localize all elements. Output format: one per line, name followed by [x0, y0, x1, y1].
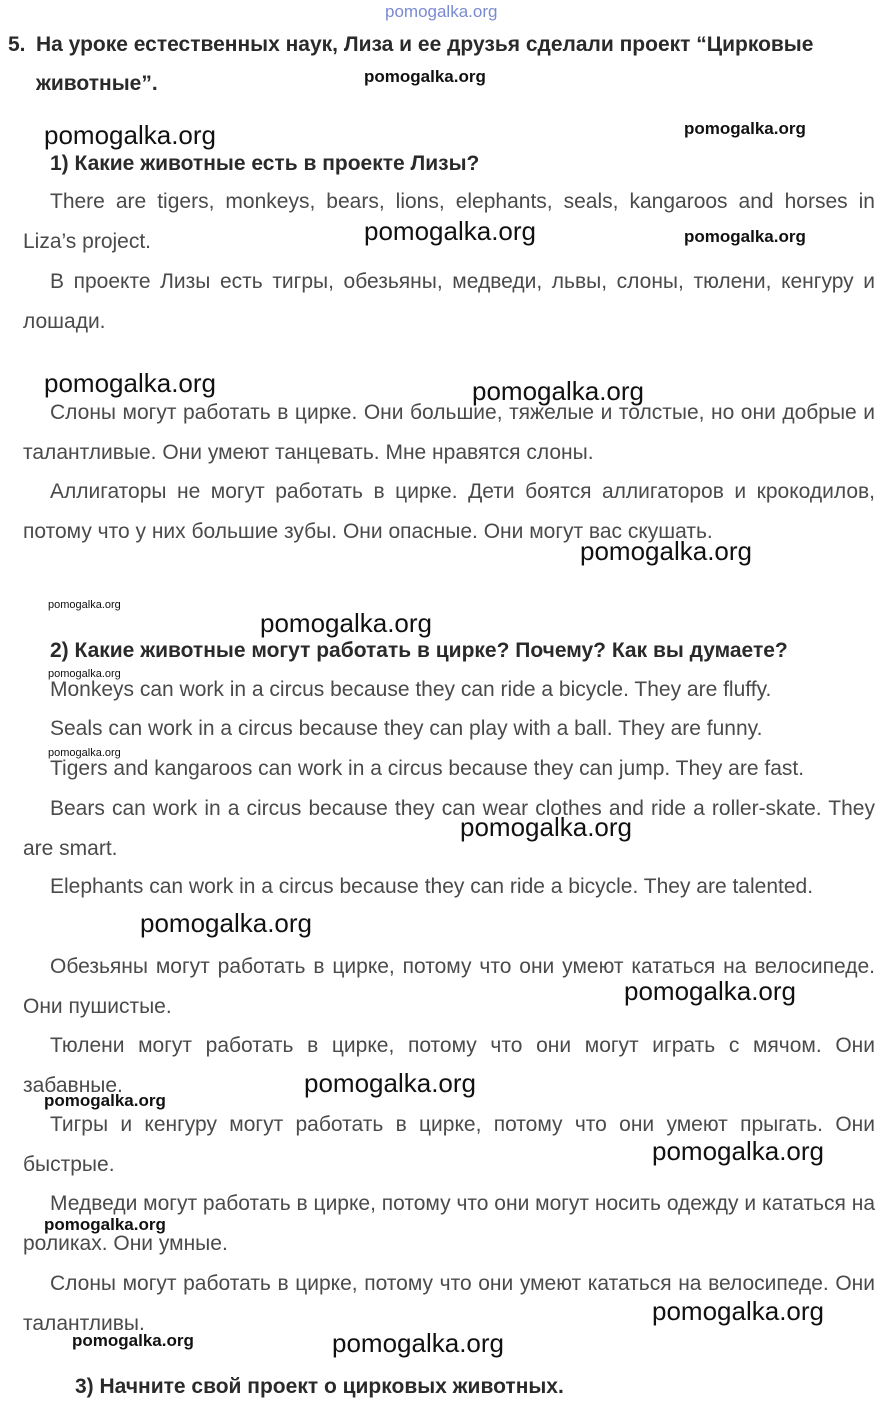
- answer-2-english-seals: Seals can work in a circus because they can play with a ball. They are funny.: [50, 717, 763, 740]
- answer-2-russian-monkeys: Обезьяны могут работать в цирке, потому что они умеют кататься на велосипеде. Они пушистые.: [23, 955, 875, 1018]
- answer-2-russian-tigers: Тигры и кенгуру могут работать в цирке, потому что они умеют прыгать. Они быстрые.: [23, 1113, 875, 1176]
- watermark: pomogalka.org: [652, 1296, 824, 1326]
- watermark: pomogalka.org: [44, 368, 216, 398]
- answer-2-english-tigers: Tigers and kangaroos can work in a circus because they can jump. They are fast.: [50, 757, 805, 780]
- answer-2-russian-seals: Тюлени могут работать в цирке, потому что они могут играть с мячом. Они забавные.: [23, 1034, 875, 1097]
- watermark: pomogalka.org: [684, 119, 806, 138]
- answer-2-russian-elephants: Слоны могут работать в цирке, потому что они умеют кататься на велосипеде. Они талантливы.: [23, 1272, 875, 1335]
- watermark: pomogalka.org: [580, 536, 752, 566]
- task-number: 5.: [8, 33, 26, 56]
- watermark: pomogalka.org: [44, 1215, 166, 1234]
- watermark: pomogalka.org: [48, 668, 121, 680]
- watermark: pomogalka.org: [48, 599, 121, 611]
- answer-2-russian-bears: Медведи могут работать в цирке, потому что они могут носить одежду и кататься на роликах. Они умные.: [23, 1192, 875, 1255]
- watermark: pomogalka.org: [72, 1331, 194, 1350]
- elephants-paragraph: Слоны могут работать в цирке. Они большие, тяжелые и толстые, но они добрые и талантливые. Они умеют танцевать. Мне нравятся слоны.: [23, 401, 875, 464]
- task-title-line2: животные”.: [36, 72, 158, 95]
- answer-2-english-bears: Bears can work in a circus because they can wear clothes and ride a roller-skate. They are smart.: [23, 797, 875, 860]
- watermark: pomogalka.org: [48, 747, 121, 759]
- task-title-line1: На уроке естественных наук, Лиза и ее друзья сделали проект “Цирковые: [36, 33, 814, 56]
- watermark: pomogalka.org: [304, 1068, 476, 1098]
- question-1: 1) Какие животные есть в проекте Лизы?: [50, 152, 480, 175]
- watermark: pomogalka.org: [364, 67, 486, 86]
- top-watermark: pomogalka.org: [385, 2, 498, 21]
- watermark: pomogalka.org: [260, 608, 432, 638]
- watermark: pomogalka.org: [140, 908, 312, 938]
- answer-2-english-monkeys: Monkeys can work in a circus because they can ride a bicycle. They are fluffy.: [50, 678, 772, 701]
- watermark: pomogalka.org: [624, 976, 796, 1006]
- answer-1-english: There are tigers, monkeys, bears, lions, elephants, seals, kangaroos and horses in Liza’s project.: [23, 190, 875, 253]
- question-2: 2) Какие животные могут работать в цирке? Почему? Как вы думаете?: [50, 639, 788, 662]
- watermark: pomogalka.org: [332, 1328, 504, 1358]
- watermark: pomogalka.org: [44, 120, 216, 150]
- watermark: pomogalka.org: [460, 812, 632, 842]
- watermark: pomogalka.org: [364, 216, 536, 246]
- answer-2-english-elephants: Elephants can work in a circus because they can ride a bicycle. They are talented.: [50, 875, 814, 898]
- watermark: pomogalka.org: [652, 1136, 824, 1166]
- alligators-paragraph: Аллигаторы не могут работать в цирке. Дети боятся аллигаторов и крокодилов, потому что у них большие зубы. Они опасные. Они могут вас скушать.: [23, 480, 875, 543]
- answer-1-russian: В проекте Лизы есть тигры, обезьяны, медведи, львы, слоны, тюлени, кенгуру и лошади.: [23, 270, 875, 333]
- question-3: 3) Начните свой проект о цирковых животных.: [75, 1375, 564, 1398]
- watermark: pomogalka.org: [44, 1091, 166, 1110]
- watermark: pomogalka.org: [472, 376, 644, 406]
- watermark: pomogalka.org: [684, 227, 806, 246]
